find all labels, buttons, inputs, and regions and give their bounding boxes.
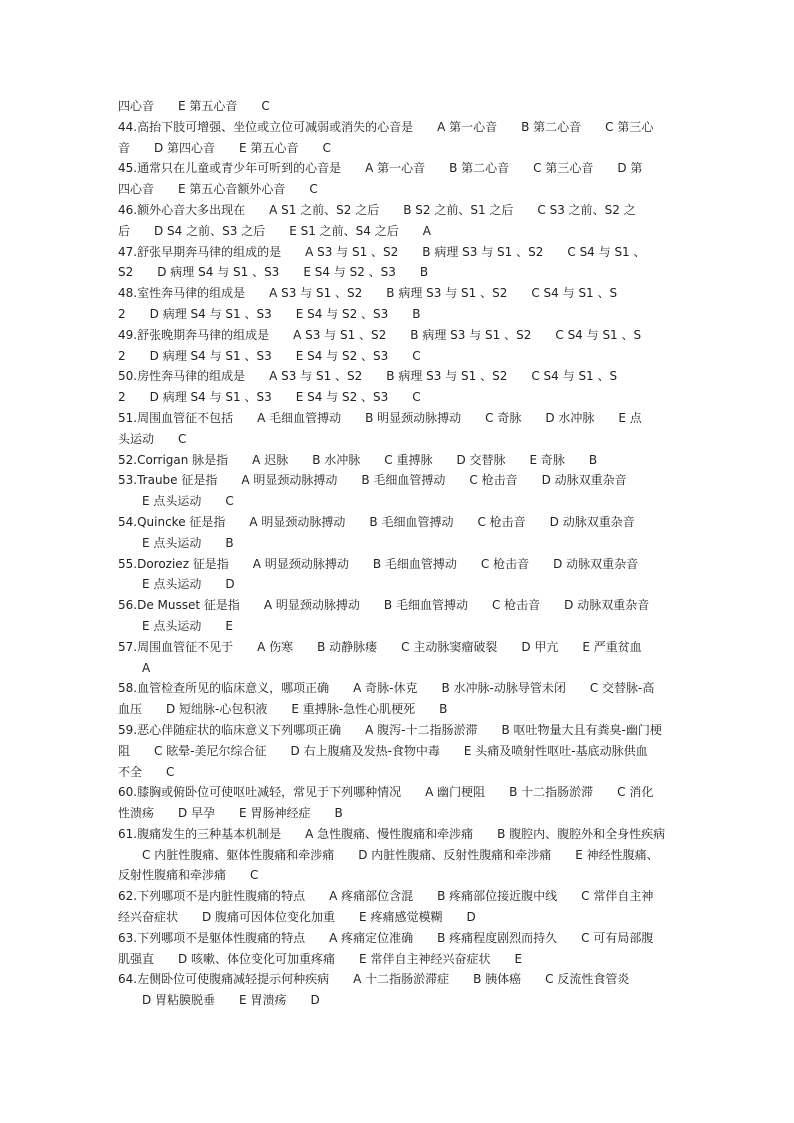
text-line: 64.左侧卧位可使腹痛减轻提示何种疾病 A 十二指肠淤滞症 B 胰体癌 C 反流性食管炎 [118, 972, 630, 987]
text-line: 62.下列哪项不是内脏性腹痛的特点 A 疼痛部位含混 B 疼痛部位接近腹中线 C 常伴自主神 [118, 889, 654, 904]
text-line: 性溃疡 D 早孕 E 胃肠神经症 B [118, 806, 343, 821]
text-line: S2 D 病理 S4 与 S1 、S3 E S4 与 S2 、S3 B [118, 265, 429, 280]
text-line: 50.房性奔马律的组成是 A S3 与 S1 、S2 B 病理 S3 与 S1 、S2 C S4 与 S1 、S [118, 369, 618, 384]
text-line: E 点头运动 B [118, 535, 234, 550]
text-line: D 胃粘膜脱垂 E 胃溃疡 D [118, 993, 320, 1008]
text-line: E 点头运动 D [118, 577, 235, 592]
text-line [118, 1011, 680, 1032]
text-line: 49.舒张晚期奔马律的组成是 A S3 与 S1 、S2 B 病理 S3 与 S1 、S2 C S4 与 S1 、S [118, 327, 642, 342]
text-line: 51.周围血管征不包括 A 毛细血管搏动 B 明显颈动脉搏动 C 奇脉 D 水冲脉 E 点 [118, 410, 642, 425]
text-line: 四心音 E 第五心音额外心音 C [118, 182, 318, 197]
text-line: 2 D 病理 S4 与 S1 、S3 E S4 与 S2 、S3 B [118, 306, 421, 321]
text-line: 头运动 C [118, 431, 187, 446]
text-line: 56.De Musset 征是指 A 明显颈动脉搏动 B 毛细血管搏动 C 枪击音 D 动脉双重杂音 [118, 598, 650, 613]
text-line: 45.通常只在儿童或青少年可听到的心音是 A 第一心音 B 第二心音 C 第三心音 D 第 [118, 161, 643, 176]
text-line: 肌强直 D 咳嗽、体位变化可加重疼痛 E 常伴自主神经兴奋症状 E [118, 951, 523, 966]
text-line: 52.Corrigan 脉是指 A 迟脉 B 水冲脉 C 重搏脉 D 交替脉 E 奇脉 B [118, 452, 598, 467]
text-line: 血压 D 短绌脉-心包积液 E 重搏脉-急性心肌梗死 B [118, 702, 448, 717]
text-line: 61.腹痛发生的三种基本机制是 A 急性腹痛、慢性腹痛和牵涉痛 B 腹腔内、腹腔外和全身性疾病 [118, 826, 666, 841]
text-line: 经兴奋症状 D 腹痛可因体位变化加重 E 疼痛感觉模糊 D [118, 910, 476, 925]
text-line: 四心音 E 第五心音 C [118, 99, 270, 113]
text-line: 48.室性奔马律的组成是 A S3 与 S1 、S2 B 病理 S3 与 S1 、S2 C S4 与 S1 、S [118, 286, 618, 301]
text-line: 不全 C [118, 764, 175, 779]
text-line: 57.周围血管征不见于 A 伤寒 B 动静脉瘘 C 主动脉窦瘤破裂 D 甲亢 E 严重贫血 [118, 639, 642, 654]
text-line: C 内脏性腹痛、躯体性腹痛和牵涉痛 D 内脏性腹痛、反射性腹痛和牵涉痛 E 神经性腹痛、 [118, 847, 659, 862]
text-line: 阻 C 眩晕-美尼尔综合征 D 右上腹痛及发热-食物中毒 E 头痛及喷射性呕吐-基底动脉供血 [118, 743, 648, 758]
text-line: 反射性腹痛和牵涉痛 C [118, 868, 259, 883]
text-line: 60.膝胸或俯卧位可使呕吐减轻，常见于下列哪种情况 A 幽门梗阻 B 十二指肠淤滞 C 消化 [118, 785, 654, 800]
text-line: 63.下列哪项不是躯体性腹痛的特点 A 疼痛定位准确 B 疼痛程度剧烈而持久 C 可有局部腹 [118, 930, 654, 945]
text-line: 59.恶心伴随症状的临床意义下列哪项正确 A 腹泻-十二指肠淤滞 B 呕吐物量大且有粪臭-幽门梗 [118, 722, 662, 737]
text-line: 53.Traube 征是指 A 明显颈动脉搏动 B 毛细血管搏动 C 枪击音 D 动脉双重杂音 [118, 473, 627, 488]
text-line: 46.额外心音大多出现在 A S1 之前、S2 之后 B S2 之前、S1 之后 C S3 之前、S2 之 [118, 202, 636, 217]
text-line: 2 D 病理 S4 与 S1 、S3 E S4 与 S2 、S3 C [118, 348, 421, 363]
text-line: 47.舒张早期奔马律的组成的是 A S3 与 S1 、S2 B 病理 S3 与 S1 、S2 C S4 与 S1 、 [118, 244, 646, 259]
text-line: E 点头运动 E [118, 618, 233, 633]
text-line: E 点头运动 C [118, 494, 234, 509]
text-line: 44.高抬下肢可增强、坐位或立位可减弱或消失的心音是 A 第一心音 B 第二心音 C 第三心 [118, 119, 654, 134]
document-page [118, 96, 680, 1032]
text-line: 后 D S4 之前、S3 之后 E S1 之前、S4 之后 A [118, 223, 431, 238]
text-line: A [118, 660, 151, 675]
text-line: 54.Quincke 征是指 A 明显颈动脉搏动 B 毛细血管搏动 C 枪击音 D 动脉双重杂音 [118, 514, 635, 529]
text-line: 58.血管检查所见的临床意义，哪项正确 A 奇脉-休克 B 水冲脉-动脉导管未闭 C 交替脉-高 [118, 681, 655, 696]
text-line: 音 D 第四心音 E 第五心音 C [118, 140, 331, 155]
text-line: 2 D 病理 S4 与 S1 、S3 E S4 与 S2 、S3 C [118, 390, 421, 405]
text-line: 55.Doroziez 征是指 A 明显颈动脉搏动 B 毛细血管搏动 C 枪击音 D 动脉双重杂音 [118, 556, 639, 571]
